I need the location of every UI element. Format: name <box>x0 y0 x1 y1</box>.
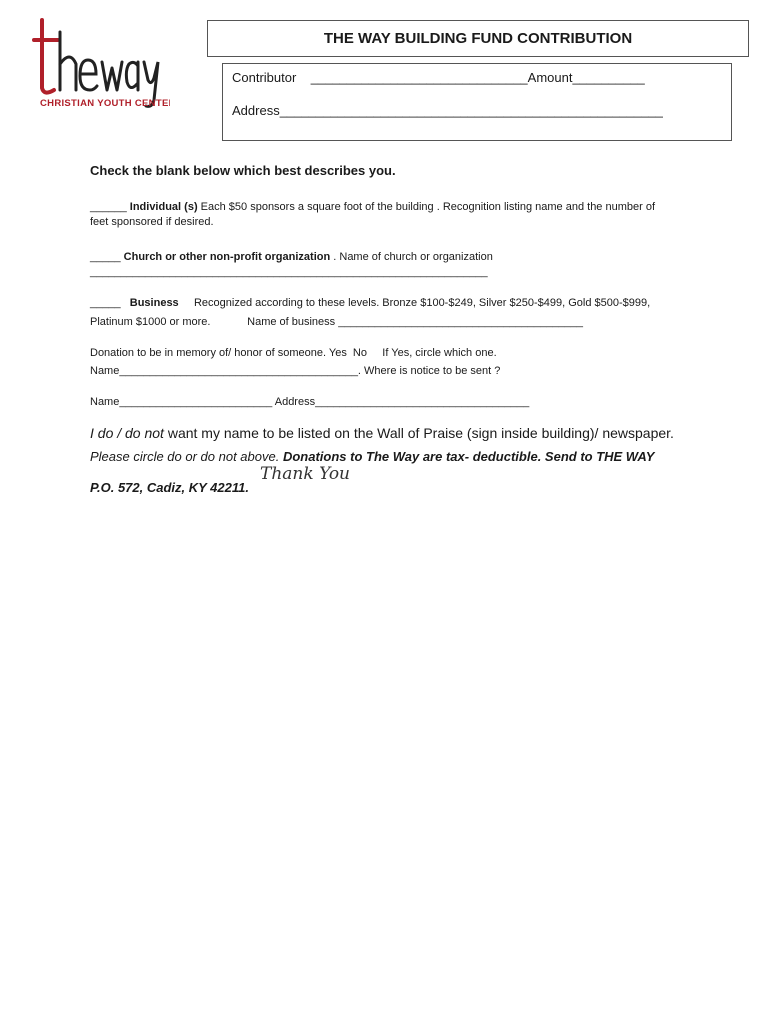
individual-text-cont: feet sponsored if desired. <box>90 216 214 228</box>
church-name-line[interactable]: _________________________________________________________________ <box>90 266 488 278</box>
logo-subtitle: CHRISTIAN YOUTH CENTER <box>40 98 170 109</box>
circle-note <box>90 449 654 464</box>
individual-label: Individual (s) <box>129 201 198 213</box>
business-option[interactable] <box>90 297 650 309</box>
contributor-box <box>222 63 732 141</box>
contributor-amount-line[interactable]: Contributor ______________________________Amount__________ <box>232 70 645 85</box>
form-title: THE WAY BUILDING FUND CONTRIBUTION <box>207 20 749 57</box>
wall-text: want my name to be listed on the Wall of Praise (sign inside building)/ newspaper. <box>163 425 674 441</box>
individual-option[interactable] <box>90 201 655 213</box>
circle-note-text: Please circle do or do not above. <box>90 449 283 464</box>
business-name-line[interactable]: Platinum $1000 or more. Name of business ________________________________________ <box>90 316 583 328</box>
individual-blank[interactable]: ______ <box>90 201 130 213</box>
church-blank[interactable]: _____ <box>90 251 124 263</box>
business-text: Recognized according to these levels. Bronze $100-$249, Silver $250-$499, Gold $500-$999, <box>178 297 651 309</box>
notice-name-address-line[interactable]: Name_________________________ Address___________________________________ <box>90 396 530 408</box>
church-text: . Name of church or organization <box>330 251 493 263</box>
wall-of-praise-choice[interactable] <box>90 425 674 441</box>
memory-question[interactable]: Donation to be in memory of/ honor of someone. Yes No If Yes, circle which one. <box>90 347 497 359</box>
church-option[interactable] <box>90 251 493 263</box>
instructions-heading: Check the blank below which best describes you. <box>90 163 396 178</box>
business-label: Business <box>129 297 179 309</box>
do-do-not-choice[interactable]: I do / do not <box>90 425 164 441</box>
business-blank[interactable]: _____ <box>90 297 130 309</box>
individual-text: Each $50 sponsors a square foot of the building . Recognition listing name and the number of <box>197 201 656 213</box>
address-line[interactable]: Address_____________________________________________________ <box>232 103 663 118</box>
thank-you-signature: Thank You <box>260 464 351 484</box>
church-label: Church or other non-profit organization <box>123 251 331 263</box>
mailing-address: P.O. 572, Cadiz, KY 42211. <box>90 480 249 495</box>
tax-deductible-note: Donations to The Way are tax- deductible. Send to THE WAY <box>282 449 655 464</box>
memory-name-line[interactable]: Name_______________________________________. Where is notice to be sent ? <box>90 365 501 377</box>
logo <box>30 18 170 114</box>
logo-cross-icon <box>34 20 58 93</box>
logo-graphic <box>30 18 170 114</box>
